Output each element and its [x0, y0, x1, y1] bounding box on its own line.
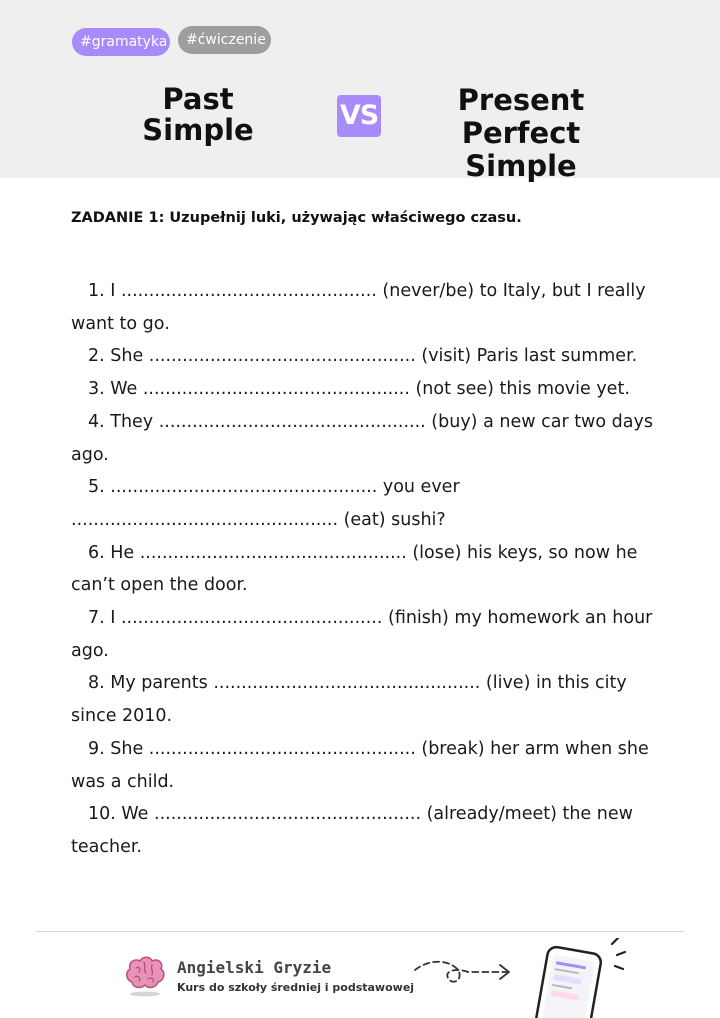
title-right-line2: Simple [465, 149, 577, 183]
exercise-item-5: 5. ................................................ you ever ................................................ (eat) sushi? [71, 477, 460, 530]
curly-arrow-icon [412, 952, 516, 992]
phone-icon [520, 938, 630, 1018]
exercise-item-2: 2. She ................................................ (visit) Paris last summer. [88, 346, 638, 367]
vs-badge: VS [337, 95, 381, 137]
exercise-item-8: 8. My parents ................................................ (live) in this city since 2010. [71, 673, 627, 727]
exercise-item-1: 1. I .............................................. (never/be) to Italy, but I really want to go. [71, 281, 646, 334]
title-left-line2: Simple [142, 113, 254, 147]
title-past-simple [128, 84, 268, 146]
title-right-line1: Present Perfect [457, 83, 585, 150]
exercise-item-4: 4. They ................................................ (buy) a new car two days ago. [71, 411, 653, 465]
exercise-item-7: 7. I ............................................... (finish) my homework an hour ago. [71, 608, 653, 661]
brain-icon [122, 952, 168, 998]
tag-cwiczenie[interactable]: #ćwiczenie [178, 26, 271, 54]
exercise-list [71, 275, 661, 864]
title-present-perfect-simple [396, 84, 646, 183]
exercise-item-6: 6. He ................................................ (lose) his keys, so now he can’t open the door. [71, 542, 638, 596]
page-header [0, 0, 720, 183]
tag-gramatyka[interactable]: #gramatyka [72, 28, 170, 56]
brand-name[interactable]: Angielski Gryzie [177, 958, 332, 977]
brand-subtitle: Kurs do szkoły średniej i podstawowej [177, 981, 415, 994]
task-heading: ZADANIE 1: Uzupełnij luki, używając właściwego czasu. [71, 210, 522, 226]
exercise-item-10: 10. We ................................................ (already/meet) the new teacher. [71, 804, 633, 857]
exercise-item-9: 9. She ................................................ (break) her arm when she was a child. [71, 738, 649, 792]
footer-divider [35, 931, 685, 932]
exercise-item-3: 3. We ................................................ (not see) this movie yet. [88, 379, 630, 400]
title-left-line1: Past [162, 82, 234, 116]
